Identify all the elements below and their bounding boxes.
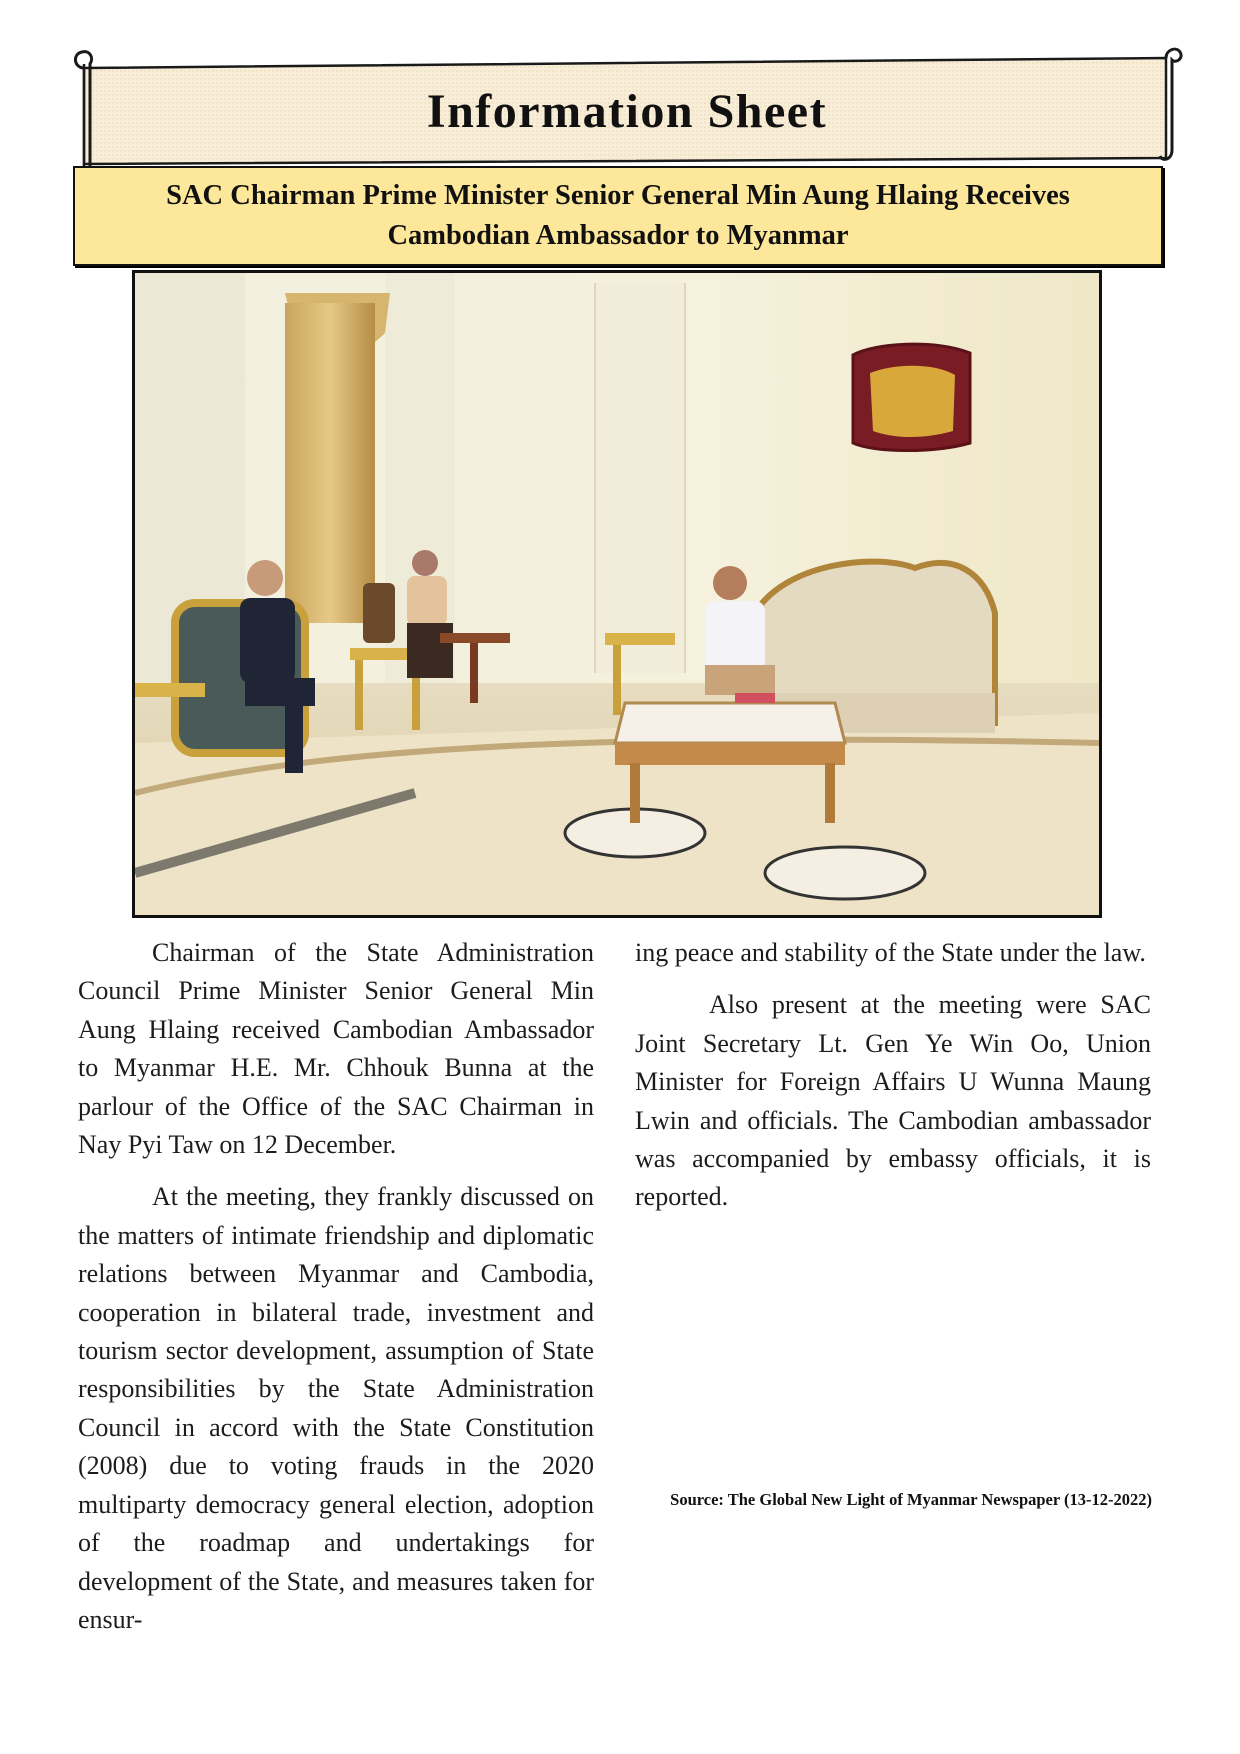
headline <box>75 176 1161 256</box>
paragraph-2: At the meeting, they frankly discussed on the matters of intimate friendship and diplomatic relations between Myanmar and Cambodia, cooperation in bilateral trade, investment and tourism sector development, assumption of State responsibilities by the State Administration Council in accord with the State Constitution (2008) due to voting frauds in the 2020 multiparty democracy general election, adoption of the roadmap and undertakings for development of the State, and measures taken for ensur- <box>78 1182 594 1634</box>
meeting-photo <box>132 270 1102 918</box>
paragraph-2-continued: ing peace and stability of the State under the law. <box>635 938 1146 967</box>
paragraph-3: Also present at the meeting were SAC Joint Secretary Lt. Gen Ye Win Oo, Union Minister for Foreign Affairs U Wunna Maung Lwin and officials. The Cambodian ambassador was accompanied by embassy officials, it is reported. <box>635 990 1151 1212</box>
meeting-photo-icon <box>135 273 1099 915</box>
article-column-left <box>78 934 594 1653</box>
headline-line-2: Cambodian Ambassador to Myanmar <box>387 220 849 251</box>
source-citation: Source: The Global New Light of Myanmar Newspaper (13-12-2022) <box>670 1490 1152 1509</box>
article-column-right <box>635 934 1151 1231</box>
headline-box <box>73 166 1163 266</box>
page-title: Information Sheet <box>426 85 828 138</box>
headline-line-1: SAC Chairman Prime Minister Senior General Min Aung Hlaing Receives <box>166 180 1070 211</box>
paragraph-1: Chairman of the State Administration Council Prime Minister Senior General Min Aung Hlaing received Cambodian Ambassador to Myanmar H.E. Mr. Chhouk Bunna at the parlour of the Office of the SAC Chairman in Nay Pyi Taw on 12 December. <box>78 938 594 1160</box>
